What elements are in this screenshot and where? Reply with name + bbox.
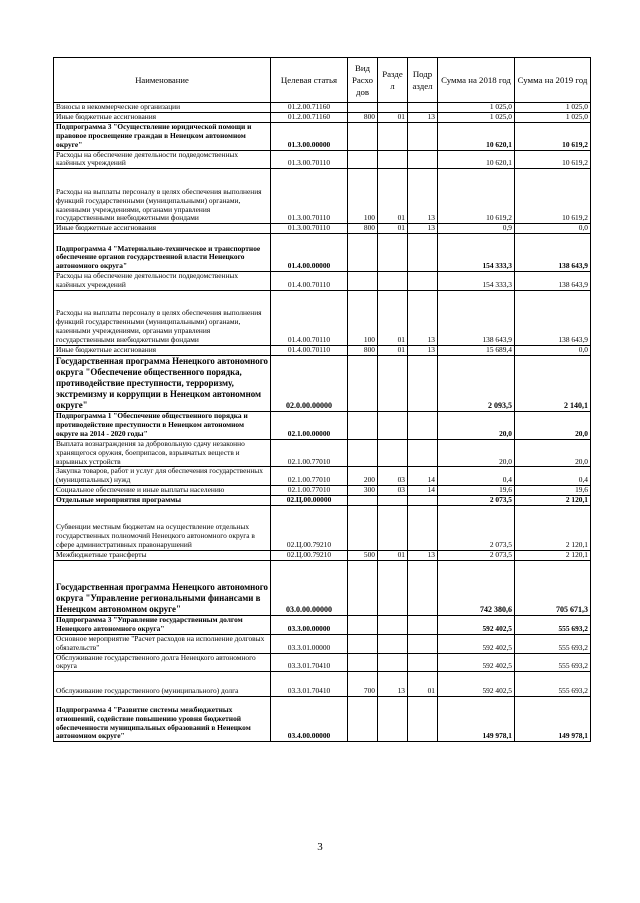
subsection: 01 <box>408 672 438 697</box>
row-name: Обслуживание государственного долга Ненецкого автономного округа <box>54 653 271 672</box>
row-name: Расходы на обеспечение деятельности подведомственных казённых учреждений <box>54 150 271 169</box>
sum-2018: 0,4 <box>438 467 515 486</box>
header-sum-2018: Сумма на 2018 год <box>438 58 515 103</box>
sum-2018: 592 402,5 <box>438 615 515 634</box>
subsection: 13 <box>408 346 438 356</box>
subsection <box>408 506 438 551</box>
expense-type <box>348 103 378 113</box>
sum-2019: 20,0 <box>515 439 591 467</box>
subsection <box>408 697 438 742</box>
sum-2018: 19,6 <box>438 486 515 496</box>
table-row <box>54 506 591 551</box>
row-name: Основное мероприятие "Расчет расходов на исполнение долговых обязательств" <box>54 634 271 653</box>
sum-2018: 2 073,5 <box>438 506 515 551</box>
target-article: 01.2.00.71160 <box>271 112 348 122</box>
expense-type: 500 <box>348 551 378 561</box>
header-subsection: Подр аздел <box>408 58 438 103</box>
table-row <box>54 103 591 113</box>
table-row <box>54 169 591 224</box>
section: 01 <box>378 346 408 356</box>
header-name: Наименование <box>54 58 271 103</box>
subsection <box>408 496 438 506</box>
row-name: Отдельные мероприятия программы <box>54 496 271 506</box>
table-row <box>54 234 591 272</box>
sum-2019: 555 693,2 <box>515 672 591 697</box>
sum-2019: 10 619,2 <box>515 122 591 150</box>
subsection: 13 <box>408 551 438 561</box>
sum-2018: 10 619,2 <box>438 169 515 224</box>
row-name: Подпрограмма 4 "Развитие системы межбюджетных отношений, содействие повышению уровня бюджетной обеспеченности муниципальных образований в Ненецком автономном округе" <box>54 697 271 742</box>
subsection <box>408 272 438 291</box>
expense-type: 100 <box>348 169 378 224</box>
section: 01 <box>378 112 408 122</box>
section <box>378 411 408 439</box>
table-row <box>54 224 591 234</box>
row-name: Иные бюджетные ассигнования <box>54 224 271 234</box>
sum-2018: 592 402,5 <box>438 634 515 653</box>
row-name: Выплата вознаграждения за добровольную сдачу незаконно хранящегося оружия, боеприпасов, взрывчатых веществ и взрывных устройств <box>54 439 271 467</box>
section <box>378 122 408 150</box>
table-row <box>54 467 591 486</box>
section <box>378 355 408 411</box>
sum-2018: 154 333,3 <box>438 234 515 272</box>
subsection: 14 <box>408 467 438 486</box>
expense-type <box>348 122 378 150</box>
sum-2018: 154 333,3 <box>438 272 515 291</box>
expense-type: 100 <box>348 291 378 346</box>
expense-type <box>348 272 378 291</box>
target-article: 03.3.01.70410 <box>271 653 348 672</box>
table-header-row <box>54 58 591 103</box>
row-name: Подпрограмма 1 "Обеспечение общественного порядка и противодействие преступности в Ненецком автономном округе на 2014 - 2020 годы" <box>54 411 271 439</box>
table-row <box>54 672 591 697</box>
row-name: Закупка товаров, работ и услуг для обеспечения государственных (муниципальных) нужд <box>54 467 271 486</box>
sum-2019: 705 671,3 <box>515 560 591 615</box>
expense-type <box>348 411 378 439</box>
sum-2019: 19,6 <box>515 486 591 496</box>
section: 01 <box>378 169 408 224</box>
sum-2018: 1 025,0 <box>438 112 515 122</box>
section: 01 <box>378 224 408 234</box>
row-name: Подпрограмма 3 "Осуществление юридической помощи и правовое просвещение граждан в Ненецком автономном округе" <box>54 122 271 150</box>
section <box>378 272 408 291</box>
sum-2018: 742 380,6 <box>438 560 515 615</box>
sum-2019: 20,0 <box>515 411 591 439</box>
expense-type <box>348 697 378 742</box>
sum-2019: 0,4 <box>515 467 591 486</box>
row-name: Субвенции местным бюджетам на осуществление отдельных государственных полномочий Ненецкого автономного округа в сфере административных правонарушений <box>54 506 271 551</box>
target-article: 03.3.01.00000 <box>271 634 348 653</box>
sum-2018: 138 643,9 <box>438 291 515 346</box>
sum-2019: 0,0 <box>515 224 591 234</box>
row-name: Иные бюджетные ассигнования <box>54 112 271 122</box>
table-row <box>54 653 591 672</box>
table-row <box>54 634 591 653</box>
page-number: 3 <box>317 841 323 853</box>
subsection <box>408 122 438 150</box>
subsection <box>408 560 438 615</box>
section <box>378 496 408 506</box>
target-article: 02.Ц.00.79210 <box>271 506 348 551</box>
subsection <box>408 439 438 467</box>
sum-2019: 2 120,1 <box>515 551 591 561</box>
row-name: Расходы на обеспечение деятельности подведомственных казённых учреждений <box>54 272 271 291</box>
row-name: Государственная программа Ненецкого автономного округа "Управление региональными финансами в Ненецком автономном округе" <box>54 560 271 615</box>
header-target: Целевая статья <box>271 58 348 103</box>
target-article: 01.3.00.70110 <box>271 224 348 234</box>
header-section: Разде л <box>378 58 408 103</box>
target-article: 02.Ц.00.79210 <box>271 551 348 561</box>
sum-2019: 138 643,9 <box>515 272 591 291</box>
expense-type <box>348 234 378 272</box>
subsection: 13 <box>408 112 438 122</box>
row-name: Государственная программа Ненецкого автономного округа "Обеспечение общественного порядка, противодействие преступности, терроризму, экстремизму и коррупции в Ненецком автономном округе" <box>54 355 271 411</box>
expense-type: 800 <box>348 112 378 122</box>
sum-2018: 2 093,5 <box>438 355 515 411</box>
sum-2018: 20,0 <box>438 411 515 439</box>
subsection <box>408 634 438 653</box>
sum-2019: 149 978,1 <box>515 697 591 742</box>
target-article: 01.4.00.70110 <box>271 272 348 291</box>
row-name: Подпрограмма 4 "Материально-техническое и транспортное обеспечение органов государственной власти Ненецкого автономного округа" <box>54 234 271 272</box>
target-article: 02.1.00.77010 <box>271 486 348 496</box>
target-article: 01.4.00.70110 <box>271 346 348 356</box>
table-row <box>54 346 591 356</box>
expense-type <box>348 634 378 653</box>
table-row <box>54 486 591 496</box>
row-name: Социальное обеспечение и иные выплаты населению <box>54 486 271 496</box>
sum-2018: 1 025,0 <box>438 103 515 113</box>
budget-table <box>53 57 591 742</box>
table-row <box>54 272 591 291</box>
subsection <box>408 150 438 169</box>
sum-2019: 2 140,1 <box>515 355 591 411</box>
sum-2018: 10 620,1 <box>438 122 515 150</box>
table-row <box>54 551 591 561</box>
expense-type: 200 <box>348 467 378 486</box>
target-article: 01.4.00.00000 <box>271 234 348 272</box>
section: 03 <box>378 486 408 496</box>
expense-type <box>348 615 378 634</box>
expense-type <box>348 496 378 506</box>
table-row <box>54 615 591 634</box>
row-name: Межбюджетные трансферты <box>54 551 271 561</box>
target-article: 03.3.01.70410 <box>271 672 348 697</box>
table-row <box>54 112 591 122</box>
sum-2019: 1 025,0 <box>515 103 591 113</box>
section <box>378 234 408 272</box>
subsection <box>408 234 438 272</box>
section: 01 <box>378 551 408 561</box>
subsection <box>408 103 438 113</box>
sum-2019: 2 120,1 <box>515 506 591 551</box>
sum-2019: 10 619,2 <box>515 150 591 169</box>
sum-2018: 15 689,4 <box>438 346 515 356</box>
table-row <box>54 411 591 439</box>
target-article: 02.0.00.00000 <box>271 355 348 411</box>
section <box>378 634 408 653</box>
target-article: 01.2.00.71160 <box>271 103 348 113</box>
target-article: 01.3.00.70110 <box>271 150 348 169</box>
subsection <box>408 411 438 439</box>
target-article: 02.Ц.00.00000 <box>271 496 348 506</box>
table-row <box>54 697 591 742</box>
subsection: 13 <box>408 224 438 234</box>
sum-2018: 0,9 <box>438 224 515 234</box>
table-row <box>54 496 591 506</box>
target-article: 02.1.00.77010 <box>271 467 348 486</box>
section <box>378 615 408 634</box>
row-name: Обслуживание государственного (муниципального) долга <box>54 672 271 697</box>
expense-type <box>348 150 378 169</box>
table-row <box>54 291 591 346</box>
sum-2019: 555 693,2 <box>515 634 591 653</box>
expense-type <box>348 653 378 672</box>
section <box>378 150 408 169</box>
row-name: Иные бюджетные ассигнования <box>54 346 271 356</box>
expense-type <box>348 560 378 615</box>
section <box>378 560 408 615</box>
section: 13 <box>378 672 408 697</box>
section <box>378 506 408 551</box>
subsection <box>408 653 438 672</box>
sum-2019: 0,0 <box>515 346 591 356</box>
table-row <box>54 150 591 169</box>
expense-type <box>348 355 378 411</box>
sum-2019: 555 693,2 <box>515 615 591 634</box>
subsection: 13 <box>408 291 438 346</box>
target-article: 01.4.00.70110 <box>271 291 348 346</box>
section <box>378 697 408 742</box>
table-row <box>54 122 591 150</box>
section: 01 <box>378 291 408 346</box>
subsection: 14 <box>408 486 438 496</box>
sum-2019: 555 693,2 <box>515 653 591 672</box>
sum-2019: 138 643,9 <box>515 291 591 346</box>
target-article: 03.4.00.00000 <box>271 697 348 742</box>
target-article: 01.3.00.00000 <box>271 122 348 150</box>
target-article: 03.3.00.00000 <box>271 615 348 634</box>
row-name: Расходы на выплаты персоналу в целях обеспечения выполнения функций государственными (муниципальными) органами, казенными учреждениями, органами управления государственными внебюджетными фондами <box>54 291 271 346</box>
sum-2018: 2 073,5 <box>438 496 515 506</box>
table-row <box>54 560 591 615</box>
row-name: Взносы в некоммерческие организации <box>54 103 271 113</box>
sum-2018: 20,0 <box>438 439 515 467</box>
target-article: 03.0.00.00000 <box>271 560 348 615</box>
section <box>378 103 408 113</box>
header-sum-2019: Сумма на 2019 год <box>515 58 591 103</box>
sum-2019: 10 619,2 <box>515 169 591 224</box>
header-expense-type: Вид Расхо дов <box>348 58 378 103</box>
sum-2018: 10 620,1 <box>438 150 515 169</box>
sum-2019: 1 025,0 <box>515 112 591 122</box>
sum-2018: 2 073,5 <box>438 551 515 561</box>
table-row <box>54 439 591 467</box>
sum-2018: 592 402,5 <box>438 653 515 672</box>
expense-type: 700 <box>348 672 378 697</box>
target-article: 02.1.00.00000 <box>271 411 348 439</box>
section <box>378 439 408 467</box>
table-row <box>54 355 591 411</box>
sum-2019: 138 643,9 <box>515 234 591 272</box>
row-name: Подпрограмма 3 "Управление государственным долгом Ненецкого автономного округа" <box>54 615 271 634</box>
target-article: 02.1.00.77010 <box>271 439 348 467</box>
section <box>378 653 408 672</box>
row-name: Расходы на выплаты персоналу в целях обеспечения выполнения функций государственными (муниципальными) органами, казенными учреждениями, органами управления государственными внебюджетными фондами <box>54 169 271 224</box>
section: 03 <box>378 467 408 486</box>
expense-type <box>348 506 378 551</box>
subsection <box>408 615 438 634</box>
expense-type: 300 <box>348 486 378 496</box>
target-article: 01.3.00.70110 <box>271 169 348 224</box>
subsection: 13 <box>408 169 438 224</box>
expense-type: 800 <box>348 346 378 356</box>
sum-2018: 149 978,1 <box>438 697 515 742</box>
sum-2019: 2 120,1 <box>515 496 591 506</box>
expense-type <box>348 439 378 467</box>
expense-type: 800 <box>348 224 378 234</box>
subsection <box>408 355 438 411</box>
sum-2018: 592 402,5 <box>438 672 515 697</box>
